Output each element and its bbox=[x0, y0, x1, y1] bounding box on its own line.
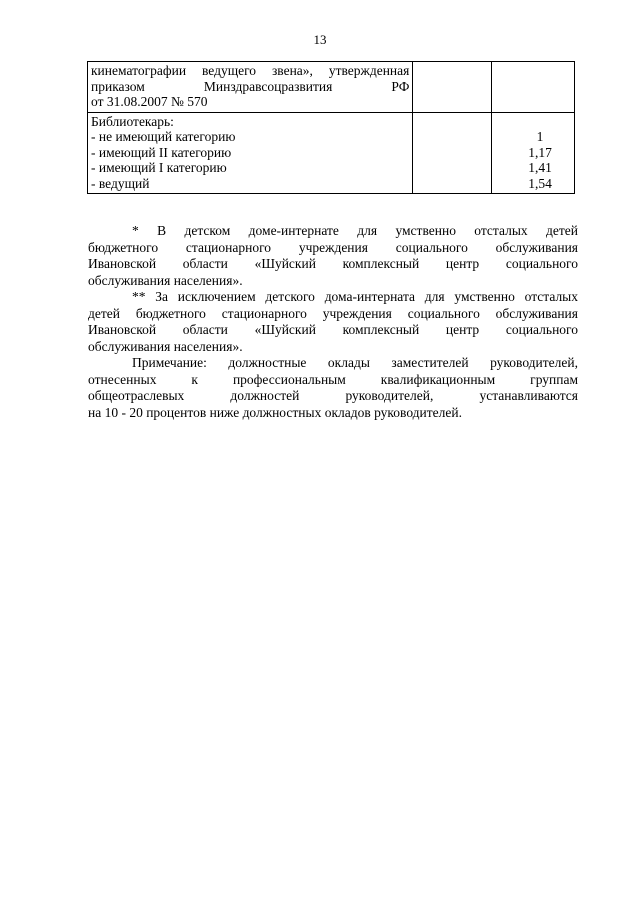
note-line: Ивановской области «Шуйский комплексный центр социального bbox=[88, 256, 578, 271]
table-row bbox=[88, 62, 575, 113]
table-cell-position bbox=[88, 112, 413, 194]
table-cell-empty bbox=[413, 112, 492, 194]
category-label: - не имеющий категорию bbox=[91, 129, 236, 144]
table-text-line: кинематографии ведущего звена», утвержденная bbox=[91, 63, 410, 78]
footnotes bbox=[88, 223, 578, 421]
coefficient-spacer bbox=[495, 114, 571, 130]
note-line: отнесенных к профессиональным квалификационным группам bbox=[88, 371, 578, 387]
coefficient-value: 1,41 bbox=[528, 160, 552, 175]
note-line: общеотраслевых должностей руководителей, устанавливаются bbox=[88, 388, 578, 403]
note-line: на 10 - 20 процентов ниже должностных окладов руководителей. bbox=[88, 404, 462, 420]
note-line: ** За исключением детского дома-интерната для умственно отсталых bbox=[132, 289, 578, 304]
table-row bbox=[88, 112, 575, 194]
table-text-line: приказом Минздравсоцразвития РФ bbox=[91, 78, 410, 94]
salary-coefficients-table bbox=[87, 61, 575, 194]
category-label: - ведущий bbox=[91, 175, 150, 191]
coefficient-value: 1,17 bbox=[528, 144, 552, 160]
category-label: - имеющий II категорию bbox=[91, 144, 232, 160]
page-number: 13 bbox=[313, 32, 327, 47]
footnote-remark bbox=[88, 355, 578, 421]
category-label: - имеющий I категорию bbox=[91, 160, 227, 175]
note-line: Примечание: должностные оклады заместителей руководителей, bbox=[132, 355, 578, 370]
note-line: * В детском доме-интернате для умственно отсталых детей bbox=[132, 223, 578, 238]
footnote-single-asterisk bbox=[88, 223, 578, 289]
table-cell-coefficients bbox=[492, 112, 575, 194]
table-text-line: от 31.08.2007 № 570 bbox=[91, 94, 208, 109]
table-cell-empty bbox=[413, 62, 492, 113]
table-cell-empty bbox=[492, 62, 575, 113]
footnote-double-asterisk bbox=[88, 289, 578, 355]
note-line: обслуживания населения». bbox=[88, 338, 243, 354]
table-heading-librarian: Библиотекарь: bbox=[91, 113, 174, 129]
table-cell-position bbox=[88, 62, 413, 113]
coefficient-value: 1 bbox=[536, 129, 544, 144]
note-line: обслуживания населения». bbox=[88, 272, 243, 288]
note-line: детей бюджетного стационарного учреждения социального обслуживания bbox=[88, 305, 578, 321]
note-line: бюджетного стационарного учреждения социального обслуживания bbox=[88, 239, 578, 255]
note-line: Ивановской области «Шуйский комплексный центр социального bbox=[88, 322, 578, 337]
coefficient-value: 1,54 bbox=[528, 175, 552, 191]
